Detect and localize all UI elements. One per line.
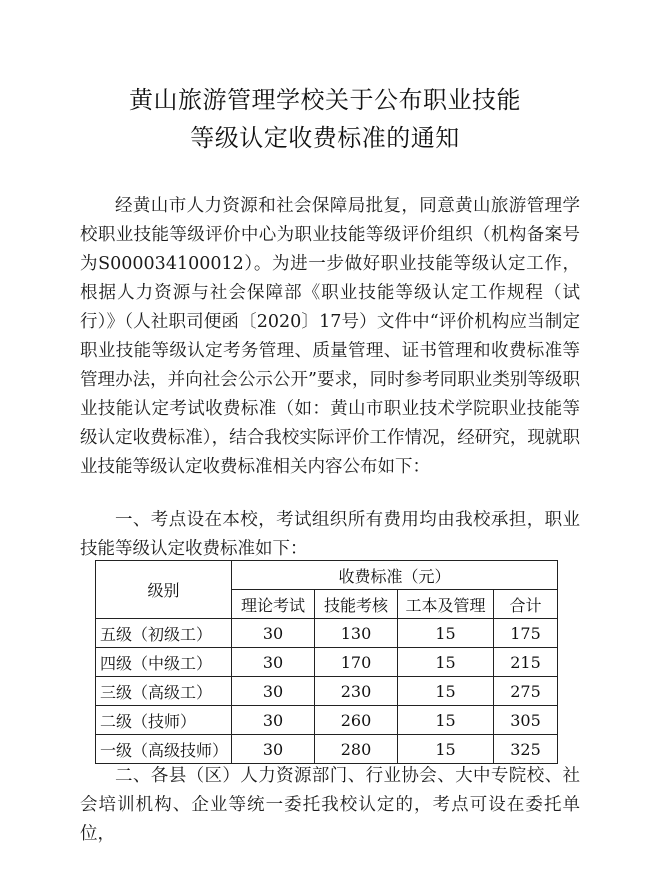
fee-table-cell: 30 [232, 648, 315, 677]
fee-table-cell: 325 [494, 735, 558, 764]
fee-table-column-header: 理论考试 [232, 590, 315, 619]
fee-table-header-level: 级别 [96, 561, 232, 619]
fee-table-cell: 305 [494, 706, 558, 735]
fee-table-cell: 230 [315, 677, 398, 706]
fee-table-level-cell: 五级（初级工） [96, 619, 232, 648]
fee-table-row [96, 706, 558, 735]
paragraph-section-two [80, 762, 580, 849]
fee-table-row [96, 648, 558, 677]
fee-table-header-group: 收费标准（元） [232, 561, 558, 590]
fee-table-cell: 15 [398, 735, 494, 764]
fee-table-cell: 170 [315, 648, 398, 677]
fee-table [95, 560, 558, 764]
fee-table-row [96, 677, 558, 706]
fee-table-cell: 275 [494, 677, 558, 706]
fee-table-cell: 130 [315, 619, 398, 648]
fee-table-level-cell: 四级（中级工） [96, 648, 232, 677]
document-title-line1: 黄山旅游管理学校关于公布职业技能 [129, 86, 521, 114]
fee-table-cell: 15 [398, 677, 494, 706]
fee-table-cell: 280 [315, 735, 398, 764]
fee-table-cell: 30 [232, 677, 315, 706]
fee-table-column-header: 合计 [494, 590, 558, 619]
fee-table-level-cell: 三级（高级工） [96, 677, 232, 706]
fee-table-cell: 15 [398, 706, 494, 735]
fee-table-cell: 260 [315, 706, 398, 735]
paragraph-intro [80, 192, 580, 482]
fee-table-column-header: 技能考核 [315, 590, 398, 619]
fee-table-column-header: 工本及管理 [398, 590, 494, 619]
document-title-line2: 等级认定收费标准的通知 [190, 124, 460, 152]
fee-table-row [96, 735, 558, 764]
fee-table-cell: 30 [232, 706, 315, 735]
fee-table-cell: 30 [232, 619, 315, 648]
fee-table-level-cell: 一级（高级技师） [96, 735, 232, 764]
paragraph-section-two-text: 二、各县（区）人力资源部门、行业协会、大中专院校、社会培训机构、企业等统一委托我校认定的，考点可设在委托单位， [80, 766, 580, 844]
fee-table-row [96, 619, 558, 648]
fee-table-cell: 15 [398, 648, 494, 677]
paragraph-intro-text: 经黄山市人力资源和社会保障局批复，同意黄山旅游管理学校职业技能等级评价中心为职业技能等级评价组织（机构备案号为S000034100012）。为进一步做好职业技能等级认定工作，根据人力资源与社会保障部《职业技能等级认定工作规程（试行）》（人社职司便函〔2020〕17号）文件中“评价机构应当制定职业技能等级认定考务管理、质量管理、证书管理和收费标准等管理办法，并向社会公示公开”要求，同时参考同职业类别等级职业技能认定考试收费标准（如：黄山市职业技术学院职业技能等级认定收费标准），结合我校实际评价工作情况，经研究，现就职业技能等级认定收费标准相关内容公布如下： [80, 196, 580, 477]
fee-table-cell: 215 [494, 648, 558, 677]
fee-table-level-cell: 二级（技师） [96, 706, 232, 735]
fee-table-cell: 15 [398, 619, 494, 648]
paragraph-section-one [80, 506, 580, 564]
paragraph-section-one-text: 一、考点设在本校，考试组织所有费用均由我校承担，职业技能等级认定收费标准如下： [80, 510, 580, 559]
fee-table-cell: 30 [232, 735, 315, 764]
fee-table-cell: 175 [494, 619, 558, 648]
